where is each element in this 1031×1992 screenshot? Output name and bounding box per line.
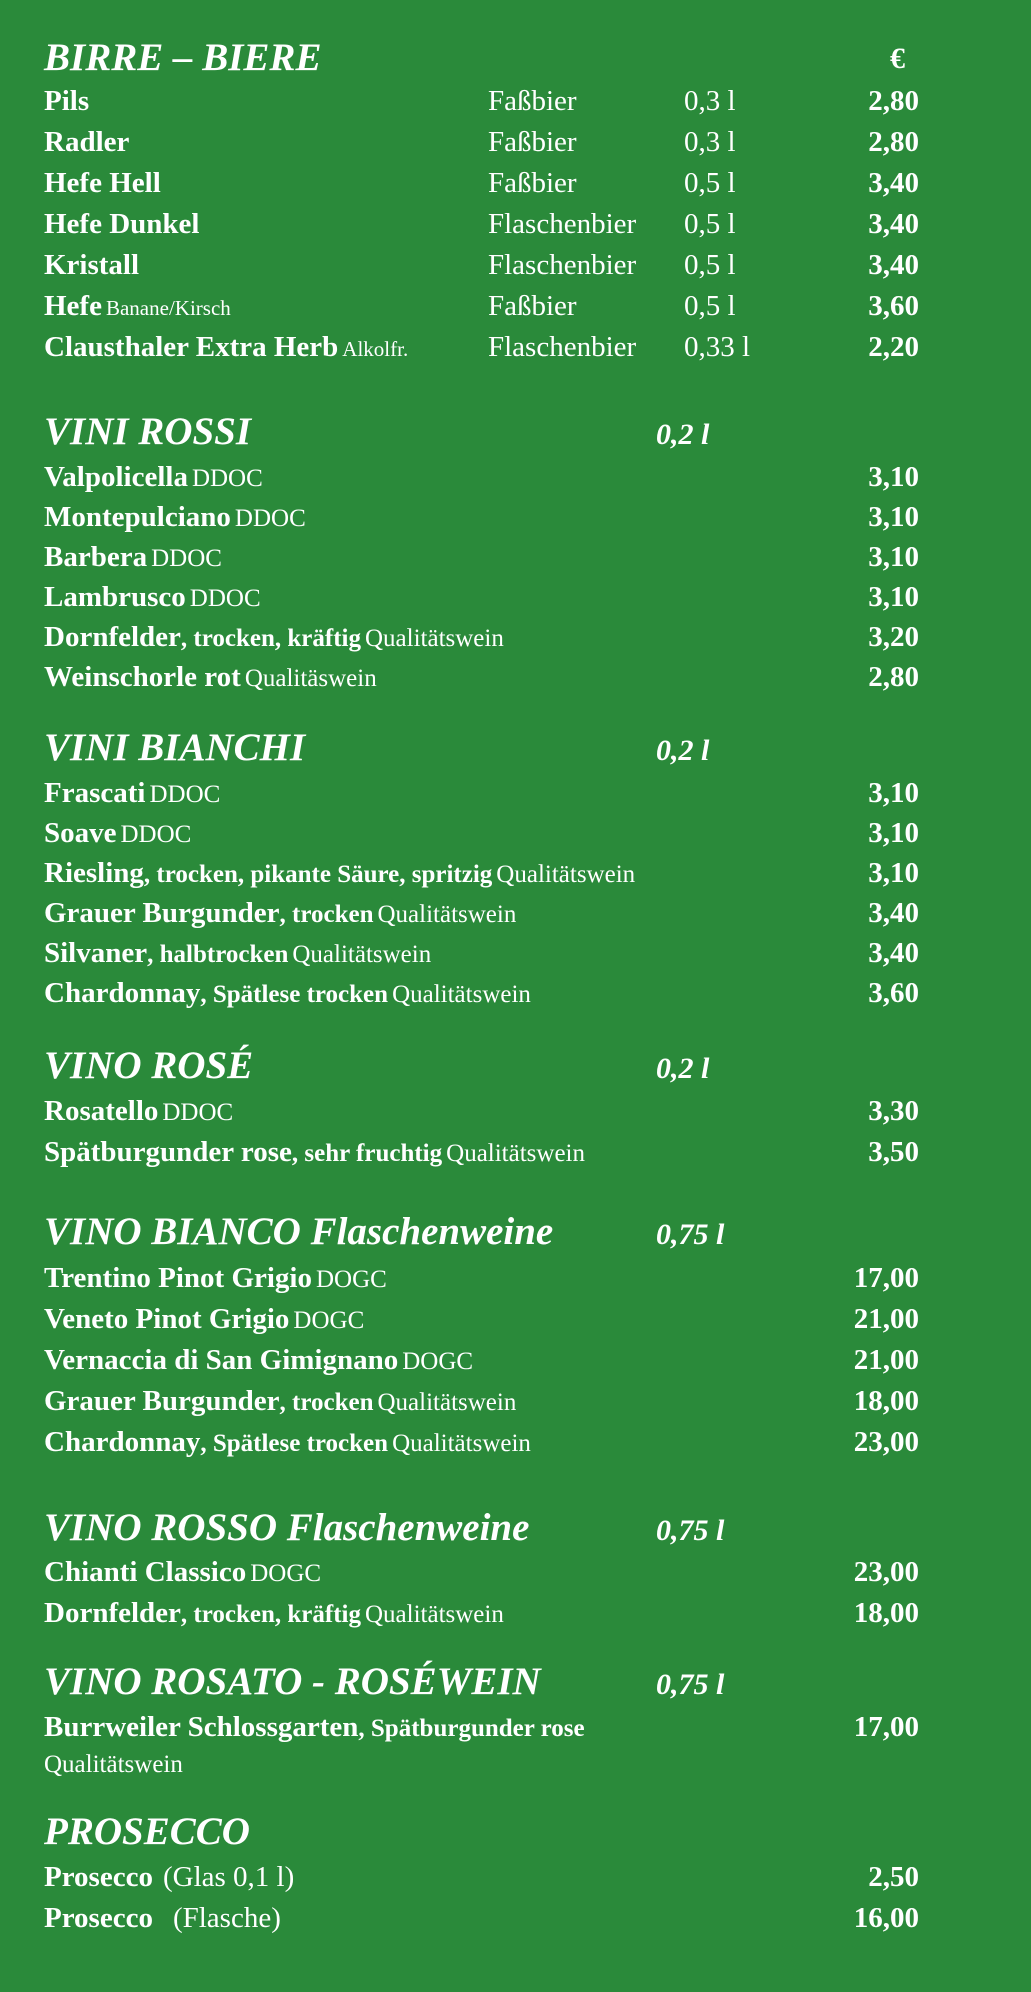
beer-volume: 0,5 l <box>684 290 736 322</box>
white-bottle-volume: 0,75 l <box>656 1218 725 1251</box>
rose-bottle-volume: 0,75 l <box>656 1668 725 1701</box>
wine-price: 18,00 <box>853 1385 919 1417</box>
wine-price: 18,00 <box>853 1597 919 1629</box>
wine-price: 2,80 <box>868 661 919 693</box>
beer-type: Flaschenbier <box>488 249 637 281</box>
red-wine-row <box>44 497 924 537</box>
beer-volume: 0,3 l <box>684 85 736 117</box>
wine-quality: DOGC <box>402 1348 474 1375</box>
wine-name: Chianti Classico <box>44 1556 247 1588</box>
white-bottle-row <box>44 1299 924 1339</box>
wine-quality: DDOC <box>120 821 192 848</box>
red-bottle-section-title: VINO ROSSO Flaschenweine <box>44 1506 530 1549</box>
beer-price: 2,80 <box>868 85 919 117</box>
wine-name: Burrweiler Schlossgarten <box>44 1711 359 1743</box>
white-wine-row <box>44 773 924 813</box>
wine-description: , sehr fruchtig <box>291 1140 443 1167</box>
wine-price: 3,10 <box>868 461 919 493</box>
wine-price: 21,00 <box>853 1303 919 1335</box>
wine-price: 17,00 <box>853 1262 919 1294</box>
white-wine-volume: 0,2 l <box>656 734 710 767</box>
wine-name: Montepulciano <box>44 501 231 533</box>
wine-description: , Spätlese trocken <box>200 981 389 1008</box>
wine-quality: Qualitätswein <box>292 941 432 968</box>
rose-wine-volume: 0,2 l <box>656 1052 710 1085</box>
rose-bottle-section-title: VINO ROSATO - ROSÉWEIN <box>44 1660 541 1703</box>
wine-price: 3,30 <box>868 1095 919 1127</box>
wine-name: Rosatello <box>44 1095 159 1127</box>
white-bottle-row <box>44 1340 924 1380</box>
rose-wine-section-title: VINO ROSÉ <box>44 1044 254 1087</box>
wine-price: 3,10 <box>868 817 919 849</box>
white-wine-section-title: VINI BIANCHI <box>44 726 306 769</box>
beer-price: 3,40 <box>868 208 919 240</box>
prosecco-row <box>44 1857 924 1897</box>
red-wine-row <box>44 537 924 577</box>
beer-volume: 0,33 l <box>684 331 751 363</box>
wine-price: 3,10 <box>868 857 919 889</box>
wine-quality: DDOC <box>191 465 263 492</box>
wine-price: 3,60 <box>868 977 919 1009</box>
prosecco-price: 16,00 <box>853 1902 919 1934</box>
wine-description: , trocken, kräftig <box>180 1601 361 1628</box>
wine-name: Riesling <box>44 857 144 889</box>
wine-name: Valpolicella <box>44 461 188 493</box>
wine-name: Dornfelder <box>44 621 181 653</box>
prosecco-name: Prosecco <box>44 1861 153 1893</box>
wine-quality: Qualitätswein <box>377 901 517 928</box>
red-wine-section-title: VINI ROSSI <box>44 410 252 453</box>
beer-price: 3,60 <box>868 290 919 322</box>
wine-quality: Qualitätswein <box>392 981 531 1008</box>
prosecco-detail: (Flasche) <box>172 1902 281 1934</box>
wine-name: Trentino Pinot Grigio <box>44 1262 312 1294</box>
beer-name: Radler <box>44 126 130 158</box>
wine-price: 3,10 <box>868 501 919 533</box>
beer-volume: 0,5 l <box>684 208 736 240</box>
wine-name: Veneto Pinot Grigio <box>44 1303 290 1335</box>
red-bottle-row <box>44 1552 924 1592</box>
wine-quality: Qualitätswein <box>44 1751 183 1778</box>
wine-name: Chardonnay <box>44 1426 201 1458</box>
wine-name: Grauer Burgunder <box>44 897 280 929</box>
beer-row <box>44 204 924 244</box>
wine-quality: DOGC <box>250 1560 322 1587</box>
wine-price: 3,40 <box>868 897 919 929</box>
wine-quality: DDOC <box>189 585 261 612</box>
wine-name: Dornfelder <box>44 1597 181 1629</box>
wine-quality: Qualitätswein <box>377 1389 517 1416</box>
white-wine-row <box>44 813 924 853</box>
wine-description: , trocken <box>279 901 374 928</box>
red-wine-volume: 0,2 l <box>656 418 710 451</box>
prosecco-price: 2,50 <box>868 1861 919 1893</box>
wine-price: 3,40 <box>868 937 919 969</box>
beer-name: Clausthaler Extra Herb <box>44 331 339 363</box>
wine-price: 3,10 <box>868 777 919 809</box>
wine-name: Barbera <box>44 541 148 573</box>
beer-name: Pils <box>44 85 90 117</box>
red-wine-row <box>44 457 924 497</box>
currency-symbol: € <box>890 42 905 75</box>
beer-type: Faßbier <box>488 290 577 322</box>
beer-type: Flaschenbier <box>488 208 637 240</box>
beer-price: 2,80 <box>868 126 919 158</box>
wine-name: Silvaner <box>44 937 148 969</box>
white-bottle-row <box>44 1422 924 1462</box>
wine-price: 3,20 <box>868 621 919 653</box>
wine-quality: Qualitätswein <box>392 1430 531 1457</box>
wine-price: 3,10 <box>868 581 919 613</box>
wine-name: Weinschorle rot <box>44 661 241 693</box>
beer-row <box>44 122 924 162</box>
red-wine-row <box>44 577 924 617</box>
prosecco-section-title: PROSECCO <box>44 1810 250 1853</box>
wine-description: , trocken, pikante Säure, spritzig <box>143 861 493 888</box>
wine-price: 23,00 <box>853 1556 919 1588</box>
beer-type: Faßbier <box>488 126 577 158</box>
wine-description: , halbtrocken <box>147 941 289 968</box>
wine-name: Soave <box>44 817 117 849</box>
beer-row <box>44 163 924 203</box>
wine-quality: Qualitätswein <box>364 1601 504 1628</box>
beer-note: Banane/Kirsch <box>105 296 231 320</box>
wine-name: Grauer Burgunder <box>44 1385 280 1417</box>
wine-quality: DDOC <box>234 505 306 532</box>
wine-quality: DDOC <box>149 781 221 808</box>
wine-quality: DDOC <box>162 1099 234 1126</box>
white-bottle-section-title: VINO BIANCO Flaschenweine <box>44 1210 554 1253</box>
wine-quality: DDOC <box>151 545 222 572</box>
white-wine-row <box>44 973 924 1013</box>
white-wine-row <box>44 893 924 933</box>
wine-name: Frascati <box>44 777 146 809</box>
wine-quality: DOGC <box>315 1266 387 1293</box>
white-wine-row <box>44 933 924 973</box>
beer-price: 3,40 <box>868 249 919 281</box>
white-bottle-row <box>44 1258 924 1298</box>
beer-name: Kristall <box>44 249 140 281</box>
wine-price: 3,10 <box>868 541 919 573</box>
beer-name: Hefe Hell <box>44 167 161 199</box>
beer-row <box>44 327 924 367</box>
wine-price: 3,50 <box>868 1136 919 1168</box>
beer-section-title: BIRRE – BIERE <box>44 36 322 79</box>
wine-price: 21,00 <box>853 1344 919 1376</box>
rose-wine-row <box>44 1132 924 1172</box>
beer-note: Alkolfr. <box>342 337 409 361</box>
beer-volume: 0,5 l <box>684 167 736 199</box>
beer-type: Flaschenbier <box>488 331 637 363</box>
beer-row <box>44 286 924 326</box>
wine-quality: Qualitätswein <box>364 625 504 652</box>
white-bottle-row <box>44 1381 924 1421</box>
white-wine-row <box>44 853 924 893</box>
wine-name: Lambrusco <box>44 581 186 613</box>
wine-description: , trocken, kräftig <box>180 625 361 652</box>
wine-price: 23,00 <box>853 1426 919 1458</box>
beer-volume: 0,3 l <box>684 126 736 158</box>
wine-price: 17,00 <box>853 1711 919 1743</box>
beer-name: Hefe <box>44 290 102 322</box>
beer-volume: 0,5 l <box>684 249 736 281</box>
wine-quality: Qualitätswein <box>446 1140 585 1167</box>
prosecco-detail: (Glas 0,1 l) <box>162 1861 295 1893</box>
beer-row <box>44 81 924 121</box>
beer-type: Faßbier <box>488 85 577 117</box>
wine-name: Vernaccia di San Gimignano <box>44 1344 399 1376</box>
prosecco-row <box>44 1898 924 1938</box>
wine-description: , trocken <box>279 1389 374 1416</box>
beer-name: Hefe Dunkel <box>44 208 200 240</box>
red-wine-row <box>44 657 924 697</box>
red-wine-row <box>44 617 924 657</box>
rose-wine-row <box>44 1091 924 1131</box>
wine-description: , Spätburgunder rose <box>358 1715 585 1742</box>
wine-name: Chardonnay <box>44 977 201 1009</box>
wine-quality: DOGC <box>293 1307 365 1334</box>
red-bottle-volume: 0,75 l <box>656 1514 725 1547</box>
beer-row <box>44 245 924 285</box>
wine-description: , Spätlese trocken <box>200 1430 389 1457</box>
wine-quality: Qualitäswein <box>244 665 377 692</box>
beer-type: Faßbier <box>488 167 577 199</box>
rose-bottle-row <box>44 1707 924 1747</box>
beer-price: 2,20 <box>868 331 919 363</box>
wine-quality: Qualitätswein <box>496 861 636 888</box>
wine-name: Spätburgunder rose <box>44 1136 292 1168</box>
red-bottle-row <box>44 1593 924 1633</box>
prosecco-name: Prosecco <box>44 1902 153 1934</box>
beer-price: 3,40 <box>868 167 919 199</box>
